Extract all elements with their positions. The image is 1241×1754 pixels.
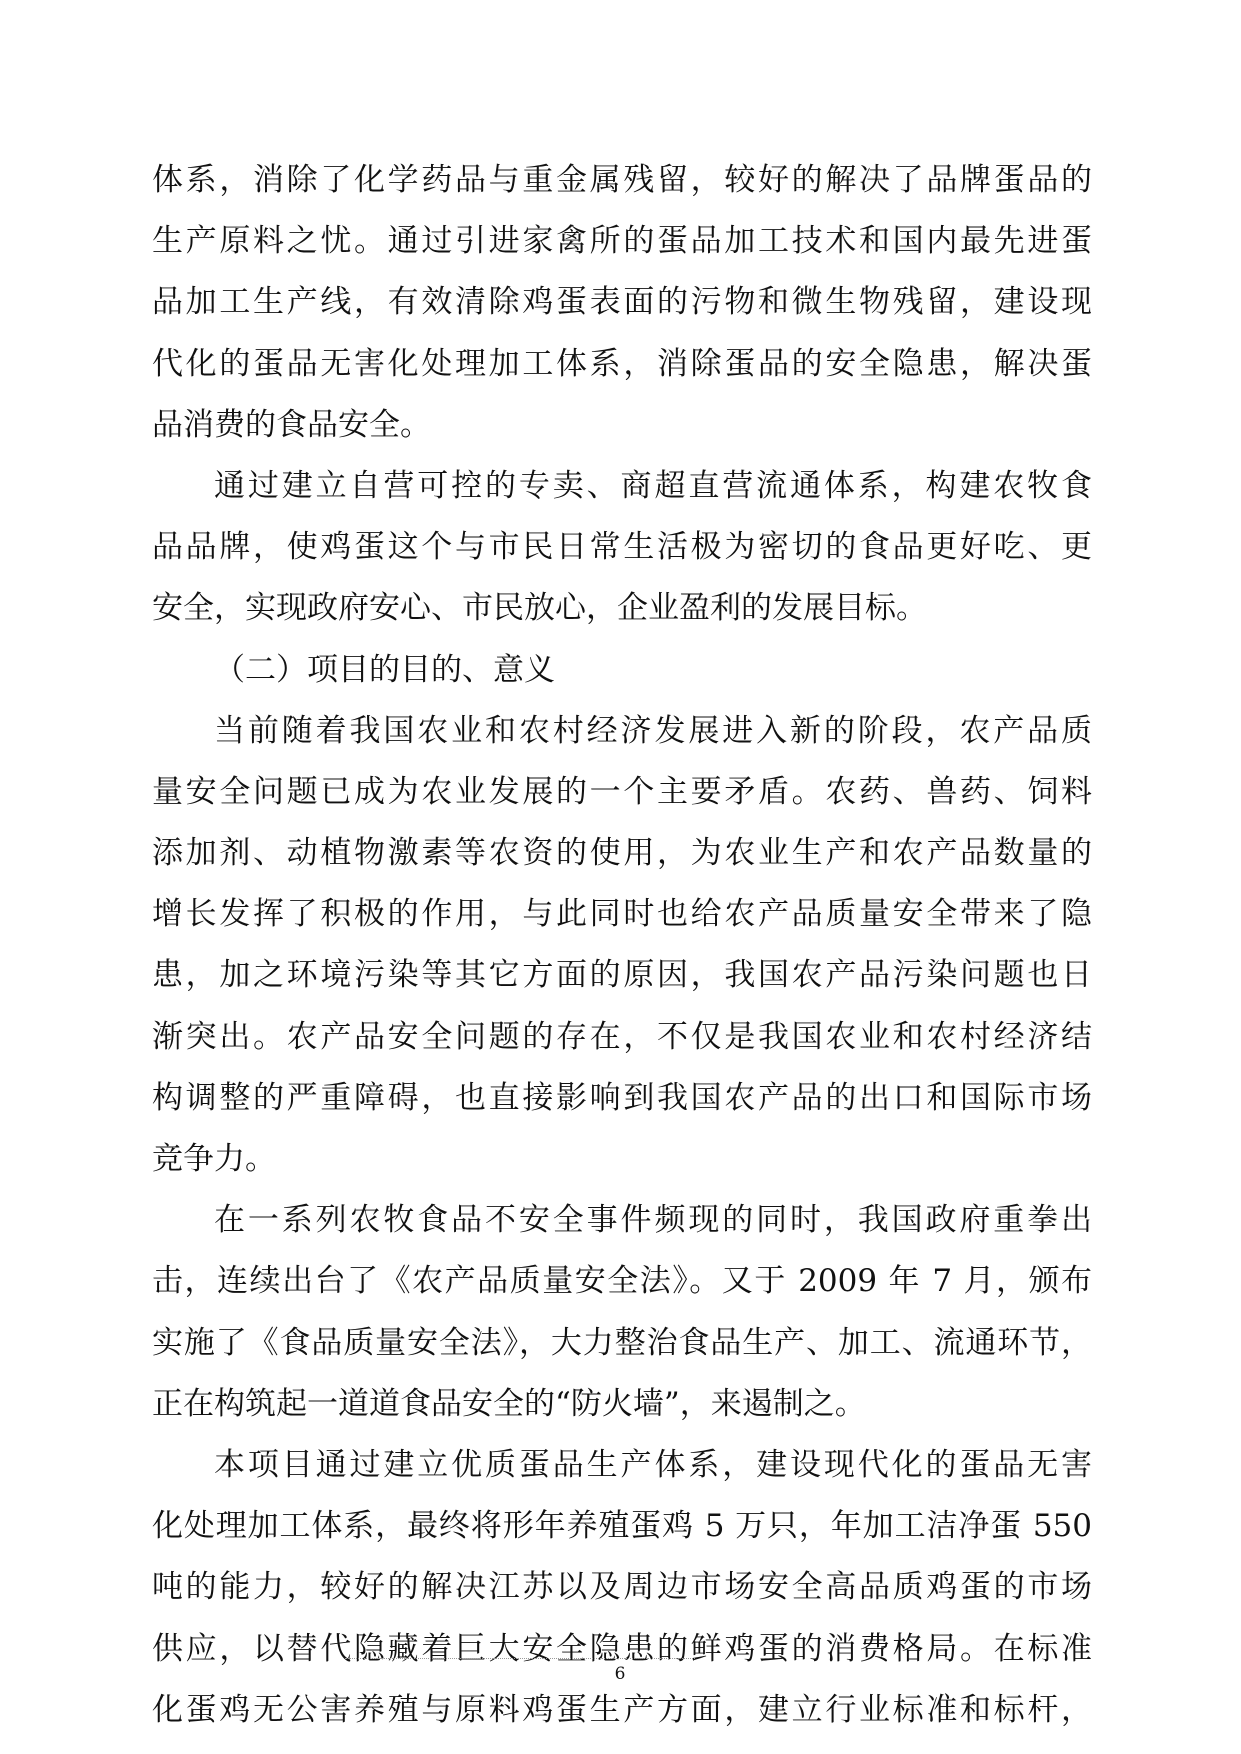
text-line: 体系，消除了化学药品与重金属残留，较好的解决了品牌蛋品的 — [152, 162, 1092, 198]
text-line: 正在构筑起一道道食品安全的“防火墙”，来遏制之。 — [152, 1385, 866, 1422]
text-line: 击，连续出台了《农产品质量安全法》。又于 2009 年 7 月，颁布 — [152, 1263, 1092, 1300]
page-number: 6 — [614, 1664, 626, 1684]
text-line: 品品牌，使鸡蛋这个与市民日常生活极为密切的食品更好吃、更 — [152, 529, 1092, 566]
text-line: 通过建立自营可控的专卖、商超直营流通体系，构建农牧食 — [214, 467, 1092, 504]
text-line: 添加剂、动植物激素等农资的使用，为农业生产和农产品数量的 — [152, 835, 1092, 872]
text-line: 吨的能力，较好的解决江苏以及周边市场安全高品质鸡蛋的市场 — [152, 1569, 1092, 1606]
text-line: 患，加之环境污染等其它方面的原因，我国农产品污染问题也日 — [152, 957, 1092, 994]
text-line: 在一系列农牧食品不安全事件频现的同时，我国政府重拳出 — [214, 1202, 1092, 1239]
text-line: 生产原料之忧。通过引进家禽所的蛋品加工技术和国内最先进蛋 — [152, 223, 1092, 260]
text-line: 渐突出。农产品安全问题的存在，不仅是我国农业和农村经济结 — [152, 1018, 1092, 1055]
text-line: 量安全问题已成为农业发展的一个主要矛盾。农药、兽药、饲料 — [152, 773, 1092, 810]
text-line: 品消费的食品安全。 — [152, 406, 431, 443]
text-line: 构调整的严重障碍，也直接影响到我国农产品的出口和国际市场 — [152, 1079, 1092, 1116]
footer-divider — [345, 1658, 695, 1659]
document-body — [152, 150, 1092, 1741]
section-heading: （二）项目的目的、意义 — [214, 651, 555, 688]
text-line: 增长发挥了积极的作用，与此同时也给农产品质量安全带来了隐 — [152, 896, 1092, 933]
text-line: 代化的蛋品无害化处理加工体系，消除蛋品的安全隐患，解决蛋 — [152, 345, 1092, 382]
text-line: 品加工生产线，有效清除鸡蛋表面的污物和微生物残留，建设现 — [152, 284, 1092, 321]
text-line: 竞争力。 — [152, 1141, 276, 1177]
text-line: 本项目通过建立优质蛋品生产体系，建设现代化的蛋品无害 — [214, 1446, 1092, 1483]
text-line: 供应，以替代隐藏着巨大安全隐患的鲜鸡蛋的消费格局。在标准 — [152, 1630, 1092, 1667]
text-line: 实施了《食品质量安全法》，大力整治食品生产、加工、流通环节， — [152, 1324, 1092, 1361]
text-line: 当前随着我国农业和农村经济发展进入新的阶段，农产品质 — [214, 712, 1092, 749]
text-line: 化处理加工体系，最终将形年养殖蛋鸡 5 万只，年加工洁净蛋 550 — [152, 1508, 1092, 1545]
text-line: 安全，实现政府安心、市民放心，企业盈利的发展目标。 — [152, 590, 927, 627]
text-line: 化蛋鸡无公害养殖与原料鸡蛋生产方面，建立行业标准和标杆， — [152, 1691, 1092, 1728]
